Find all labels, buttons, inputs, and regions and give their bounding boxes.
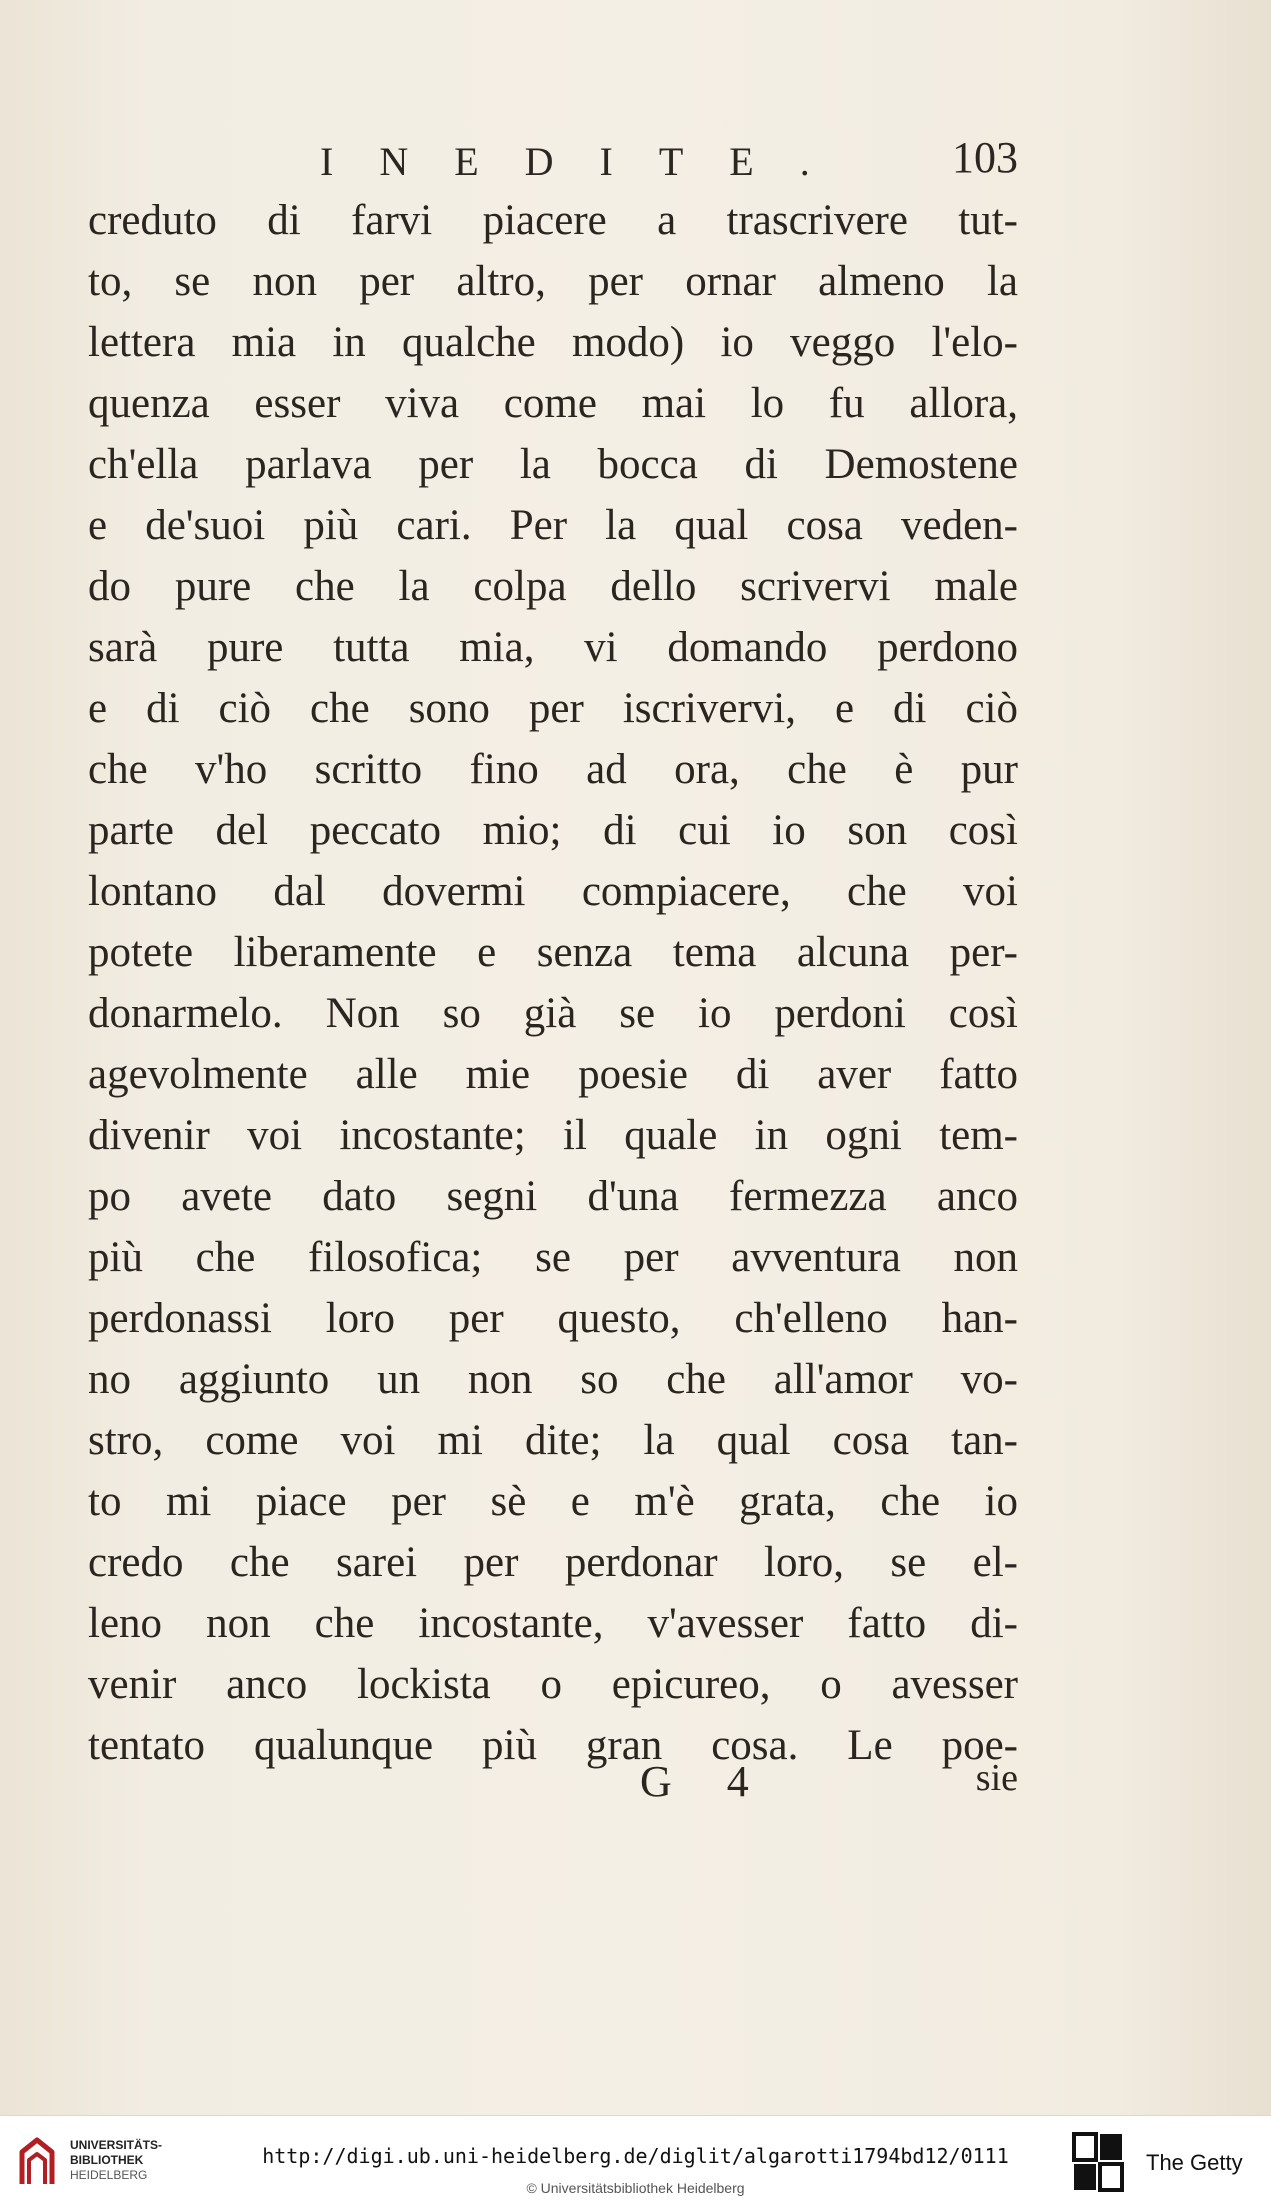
text-line: parte del peccato mio; di cui io son così	[88, 807, 1018, 854]
text-line: venir anco lockista o epicureo, o avesser	[88, 1661, 1018, 1708]
viewer-bottom-bar	[0, 2115, 1271, 2211]
text-line: stro, come voi mi dite; la qual cosa tan-	[88, 1417, 1018, 1464]
text-line: lontano dal dovermi compiacere, che voi	[88, 868, 1018, 915]
partner-name: The Getty	[1146, 2150, 1243, 2175]
page-footer	[88, 1756, 1018, 1816]
library-name-line: HEIDELBERG	[70, 2168, 148, 2182]
text-line: lettera mia in qualche modo) io veggo l'elo-	[88, 319, 1018, 366]
page-number: 103	[952, 133, 1018, 182]
text-line: tentato qualunque più gran cosa. Le poe-	[88, 1722, 1018, 1769]
text-line: credo che sarei per perdonar loro, se el-	[88, 1539, 1018, 1586]
text-line: leno non che incostante, v'avesser fatto di-	[88, 1600, 1018, 1647]
text-line: più che filosofica; se per avventura non	[88, 1234, 1018, 1281]
library-name-line: UNIVERSITÄTS-	[70, 2138, 163, 2152]
signature-mark: G 4	[640, 1757, 771, 1806]
text-line: che v'ho scritto fino ad ora, che è pur	[88, 746, 1018, 793]
permalink-url[interactable]: http://digi.ub.uni-heidelberg.de/diglit/algarotti1794bd12/0111	[262, 2144, 1009, 2168]
text-line: creduto di farvi piacere a trascrivere tut-	[88, 197, 1018, 244]
catchword: sie	[975, 1757, 1018, 1799]
text-line: donarmelo. Non so già se io perdoni così	[88, 990, 1018, 1037]
text-line: e de'suoi più cari. Per la qual cosa veden-	[88, 502, 1018, 549]
running-title: INEDITE.	[320, 139, 856, 184]
text-line: to, se non per altro, per ornar almeno la	[88, 258, 1018, 305]
body-text	[88, 190, 1018, 1776]
text-line: quenza esser viva come mai lo fu allora,	[88, 380, 1018, 427]
copyright-notice: © Universitätsbibliothek Heidelberg	[526, 2180, 745, 2196]
text-line: to mi piace per sè e m'è grata, che io	[88, 1478, 1018, 1525]
text-line: agevolmente alle mie poesie di aver fatto	[88, 1051, 1018, 1098]
getty-logo-icon[interactable]	[1072, 2132, 1124, 2192]
text-line: no aggiunto un non so che all'amor vo-	[88, 1356, 1018, 1403]
text-line: ch'ella parlava per la bocca di Demostene	[88, 441, 1018, 488]
text-line: e di ciò che sono per iscrivervi, e di ciò	[88, 685, 1018, 732]
library-name-line: BIBLIOTHEK	[70, 2153, 144, 2167]
text-line: sarà pure tutta mia, vi domando perdono	[88, 624, 1018, 671]
text-line: perdonassi loro per questo, ch'elleno han-	[88, 1295, 1018, 1342]
text-line: potete liberamente e senza tema alcuna per-	[88, 929, 1018, 976]
text-line: do pure che la colpa dello scrivervi male	[88, 563, 1018, 610]
page-header	[88, 132, 1018, 188]
text-line: divenir voi incostante; il quale in ogni tem-	[88, 1112, 1018, 1159]
text-line: po avete dato segni d'una fermezza anco	[88, 1173, 1018, 1220]
